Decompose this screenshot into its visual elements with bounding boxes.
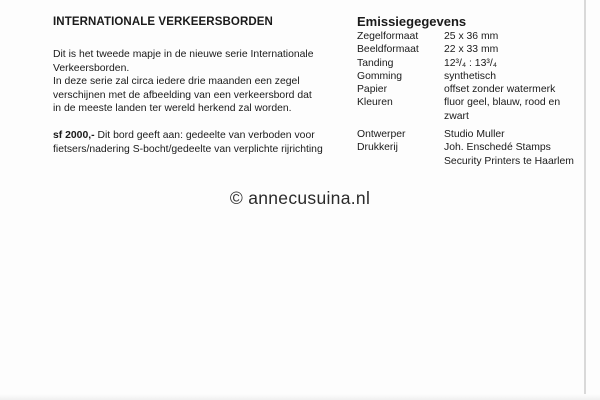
spec-row — [357, 83, 587, 96]
spec-key: Zegelformaat — [357, 31, 419, 42]
emission-title: Emissiegegevens — [357, 14, 467, 29]
description-column — [53, 16, 333, 156]
spec-value: 12³/₄ : 13³/₄ — [444, 57, 497, 69]
spec-key: Drukkerij — [357, 142, 398, 154]
spec-value: 22 x 33 mm — [444, 44, 499, 56]
spec-row — [357, 96, 587, 123]
intro-line-5: in de meeste landen ter wereld herkend zal worden. — [53, 103, 292, 115]
spec-value: synthetisch — [444, 70, 496, 82]
spec-key: Beeldformaat — [357, 44, 419, 56]
spec-key: Ontwerper — [357, 129, 406, 141]
spec-value: 25 x 36 mm — [444, 31, 499, 42]
spec-value: Joh. Enschedé Stamps Security Printers te Haarlem — [444, 142, 574, 167]
spec-row — [357, 141, 587, 168]
page-bottom-shadow — [0, 394, 600, 400]
spec-row — [357, 43, 587, 56]
spec-key: Gomming — [357, 70, 403, 82]
stamp-value-desc-1: Dit bord geeft aan: gedeelte van verboden voor — [94, 129, 315, 141]
intro-line-1: Dit is het tweede mapje in de nieuwe serie Internationale — [53, 49, 314, 60]
intro-line-3: In deze serie zal circa iedere drie maanden een zegel — [53, 76, 300, 88]
spec-key: Kleuren — [357, 97, 393, 109]
spec-row — [357, 57, 587, 70]
spec-value: fluor geel, blauw, rood en zwart — [444, 97, 561, 122]
stamp-value-line — [53, 129, 333, 143]
intro-line-4: verschijnen met de afbeelding van een verkeersbord dat — [53, 89, 312, 101]
stamp-value-label: sf 2000,- — [53, 129, 95, 141]
copyright-watermark: © annecusuina.nl — [229, 188, 371, 208]
spec-value: Studio Muller — [444, 129, 505, 141]
intro-line-2: Verkeersborden. — [53, 62, 130, 74]
spec-key: Papier — [357, 84, 388, 96]
spec-row — [357, 30, 587, 43]
stamp-value-desc-2: fietsers/nadering S-bocht/gedeelte van verplichte rijrichting — [53, 143, 323, 155]
spec-value: offset zonder watermerk — [444, 84, 556, 96]
spec-key: Tanding — [357, 57, 394, 69]
spec-row — [357, 128, 587, 141]
document-title: INTERNATIONALE VERKEERSBORDEN — [53, 16, 273, 28]
spec-row — [357, 70, 587, 83]
emission-data-column — [357, 14, 587, 168]
